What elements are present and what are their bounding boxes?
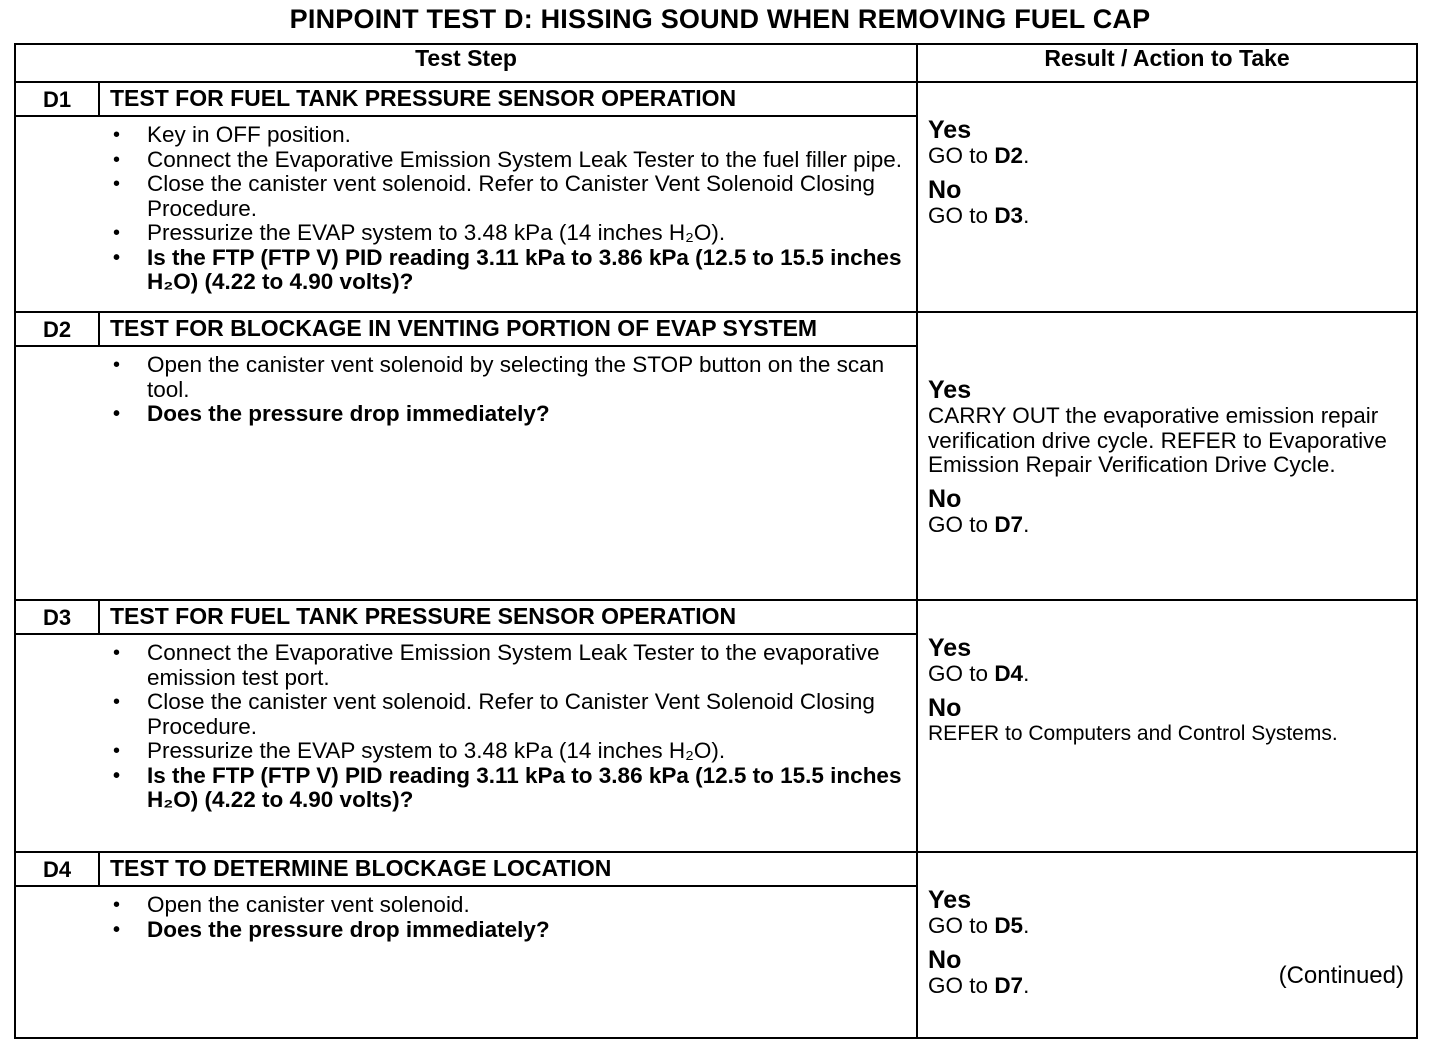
step-item: • Connect the Evaporative Emission System Leak Tester to the evaporative emission test port. bbox=[99, 641, 916, 690]
step-body bbox=[99, 346, 917, 600]
step-title: TEST FOR FUEL TANK PRESSURE SENSOR OPERATION bbox=[99, 600, 917, 634]
result-cell bbox=[917, 312, 1417, 600]
yes-target: D4 bbox=[994, 661, 1024, 686]
yes-prefix: GO to bbox=[928, 661, 989, 686]
step-id: D3 bbox=[42, 605, 72, 630]
step-id-cell bbox=[15, 852, 99, 886]
yes-action: GO to D4. bbox=[928, 661, 1030, 686]
result-cell bbox=[917, 600, 1417, 852]
no-label: No bbox=[928, 945, 962, 974]
step-item: • Pressurize the EVAP system to 3.48 kPa (14 inches H₂O). bbox=[99, 221, 916, 246]
no-label: No bbox=[928, 693, 962, 722]
no-action: GO to D7. bbox=[928, 511, 1030, 537]
no-action: GO to D7. bbox=[928, 972, 1030, 998]
test-step-header: Test Step bbox=[15, 44, 917, 82]
no-target: D3 bbox=[994, 202, 1024, 228]
result-cell bbox=[917, 82, 1417, 312]
step-items bbox=[99, 347, 916, 431]
step-question: • Is the FTP (FTP V) PID reading 3.11 kPa to 3.86 kPa (12.5 to 15.5 inches H₂O) (4.22 to 4.90 volts)? bbox=[99, 764, 916, 813]
no-label: No bbox=[928, 484, 962, 513]
step-body bbox=[99, 886, 917, 1038]
no-label: No bbox=[928, 175, 962, 204]
step-title-row bbox=[15, 82, 1417, 116]
step-id-cell bbox=[15, 600, 99, 634]
step-item: • Open the canister vent solenoid. bbox=[99, 893, 916, 918]
step-items bbox=[99, 117, 916, 299]
step-title-row bbox=[15, 852, 1417, 886]
page-title: PINPOINT TEST D: HISSING SOUND WHEN REMOVING FUEL CAP bbox=[289, 4, 1151, 34]
yes-label: Yes bbox=[928, 886, 972, 914]
step-id: D2 bbox=[42, 317, 72, 342]
step-item: • Open the canister vent solenoid by selecting the STOP button on the scan tool. bbox=[99, 353, 916, 402]
result-cell bbox=[917, 852, 1417, 1038]
step-id: D4 bbox=[42, 857, 72, 882]
no-target: D7 bbox=[994, 972, 1024, 998]
step-title: TEST FOR FUEL TANK PRESSURE SENSOR OPERATION bbox=[99, 82, 917, 116]
step-items bbox=[99, 887, 916, 946]
continued-note: (Continued) bbox=[1278, 962, 1404, 989]
no-action: REFER to Computers and Control Systems. bbox=[928, 721, 1338, 745]
step-id: D1 bbox=[42, 87, 72, 112]
yes-prefix: GO to bbox=[928, 913, 989, 938]
no-action: GO to D3. bbox=[928, 202, 1030, 228]
step-items bbox=[99, 635, 916, 817]
no-prefix: GO to bbox=[928, 972, 989, 998]
step-question: • Does the pressure drop immediately? bbox=[99, 402, 916, 427]
step-item: • Close the canister vent solenoid. Refer to Canister Vent Solenoid Closing Procedure. bbox=[99, 690, 916, 739]
step-title-row bbox=[15, 312, 1417, 346]
result-action-header: Result / Action to Take bbox=[917, 44, 1417, 82]
yes-target: D2 bbox=[994, 143, 1024, 168]
yes-action: GO to D5. bbox=[928, 913, 1030, 938]
pinpoint-test-table bbox=[14, 43, 1418, 1039]
step-title-row bbox=[15, 600, 1417, 634]
step-title: TEST FOR BLOCKAGE IN VENTING PORTION OF EVAP SYSTEM bbox=[99, 312, 917, 346]
yes-target: D5 bbox=[994, 913, 1024, 938]
yes-label: Yes bbox=[928, 116, 972, 144]
step-item: • Key in OFF position. bbox=[99, 123, 916, 148]
yes-label: Yes bbox=[928, 634, 972, 662]
step-id-cell bbox=[15, 82, 99, 116]
step-item: • Pressurize the EVAP system to 3.48 kPa (14 inches H₂O). bbox=[99, 739, 916, 764]
yes-action: GO to D2. bbox=[928, 143, 1030, 168]
step-question: • Does the pressure drop immediately? bbox=[99, 918, 916, 943]
table-header-row bbox=[15, 44, 1417, 82]
step-id-cell bbox=[15, 312, 99, 346]
no-prefix: GO to bbox=[928, 511, 989, 537]
yes-label: Yes bbox=[928, 376, 972, 404]
no-target: D7 bbox=[994, 511, 1024, 537]
no-prefix: GO to bbox=[928, 202, 989, 228]
step-item: • Connect the Evaporative Emission System Leak Tester to the fuel filler pipe. bbox=[99, 148, 916, 173]
step-body bbox=[99, 116, 917, 312]
step-body bbox=[99, 634, 917, 852]
step-question: • Is the FTP (FTP V) PID reading 3.11 kPa to 3.86 kPa (12.5 to 15.5 inches H₂O) (4.22 to 4.90 volts)? bbox=[99, 246, 916, 295]
step-title: TEST TO DETERMINE BLOCKAGE LOCATION bbox=[99, 852, 917, 886]
yes-prefix: GO to bbox=[928, 143, 989, 168]
yes-action: CARRY OUT the evaporative emission repair verification drive cycle. REFER to Evaporative Emission Repair Verification Drive Cycle. bbox=[928, 403, 1387, 477]
step-item: • Close the canister vent solenoid. Refer to Canister Vent Solenoid Closing Procedure. bbox=[99, 172, 916, 221]
